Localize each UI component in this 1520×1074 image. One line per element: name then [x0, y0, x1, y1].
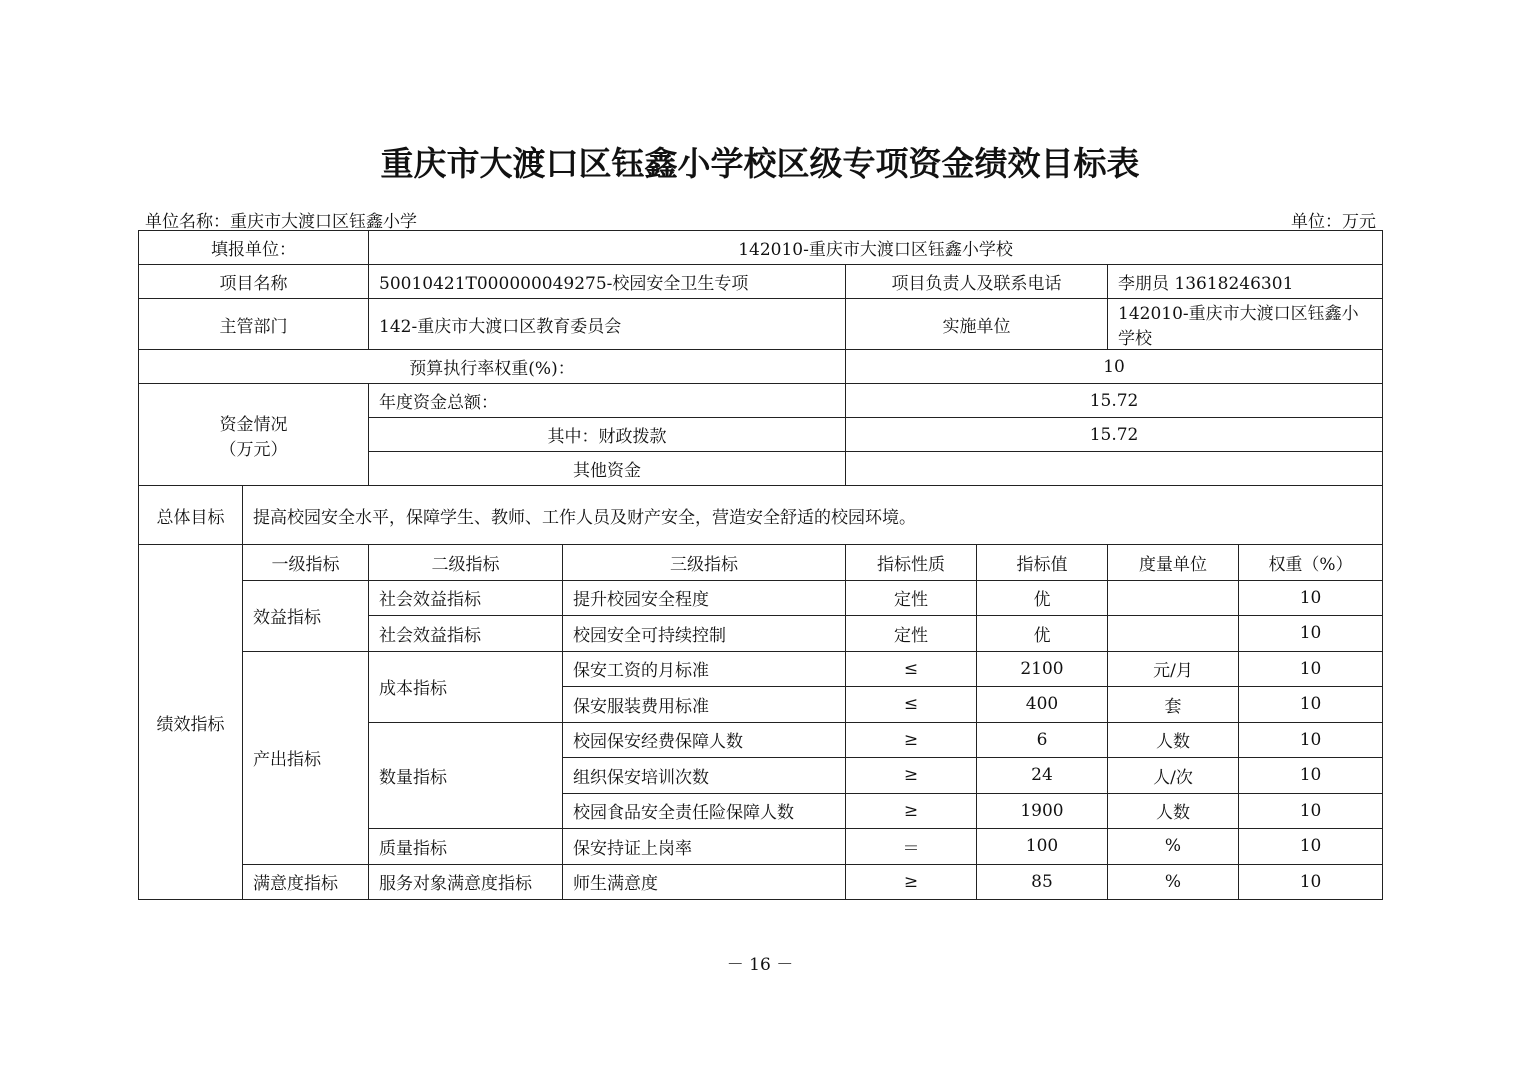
document-title: 重庆市大渡口区钰鑫小学校区级专项资金绩效目标表 — [380, 144, 1140, 183]
weight-cell: 10 — [1239, 722, 1383, 758]
header-nature: 指标性质 — [846, 545, 977, 581]
funds-fiscal-label: 其中：财政拨款 — [369, 418, 846, 452]
table-row — [139, 580, 1383, 616]
weight-cell: 10 — [1239, 829, 1383, 865]
goal-label: 总体目标 — [139, 486, 243, 545]
funds-fiscal-value: 15.72 — [846, 418, 1383, 452]
nature-cell: 定性 — [846, 616, 977, 652]
funds-label — [139, 384, 369, 486]
nature-cell: 定性 — [846, 580, 977, 616]
contact-value: 李朋员 13618246301 — [1108, 265, 1383, 299]
level3-cell: 提升校园安全程度 — [563, 580, 846, 616]
weight-cell: 10 — [1239, 687, 1383, 723]
table-row — [139, 651, 1383, 687]
level1-satisfaction: 满意度指标 — [243, 864, 369, 900]
unit-cell: 人数 — [1108, 722, 1239, 758]
row-budget-rate — [139, 350, 1383, 384]
nature-cell: ≥ — [846, 758, 977, 794]
row-project-name — [139, 265, 1383, 299]
row-report-unit — [139, 231, 1383, 265]
unit-cell: 元/月 — [1108, 651, 1239, 687]
level3-cell: 保安工资的月标准 — [563, 651, 846, 687]
level2-cost: 成本指标 — [369, 651, 563, 722]
nature-cell: ≥ — [846, 722, 977, 758]
funds-total-value: 15.72 — [846, 384, 1383, 418]
impl-value: 142010-重庆市大渡口区钰鑫小学校 — [1108, 299, 1383, 350]
performance-table — [138, 230, 1383, 900]
level2-cell: 社会效益指标 — [369, 580, 563, 616]
level3-cell: 保安持证上岗率 — [563, 829, 846, 865]
value-cell: 85 — [977, 864, 1108, 900]
budget-rate-value: 10 — [846, 350, 1383, 384]
table-row — [139, 864, 1383, 900]
unit-cell: % — [1108, 829, 1239, 865]
header-unit: 度量单位 — [1108, 545, 1239, 581]
weight-cell: 10 — [1239, 580, 1383, 616]
header-level2: 二级指标 — [369, 545, 563, 581]
unit-cell: 套 — [1108, 687, 1239, 723]
funds-label-line2: （万元） — [219, 439, 288, 460]
header-level3: 三级指标 — [563, 545, 846, 581]
nature-cell: ≤ — [846, 651, 977, 687]
weight-cell: 10 — [1239, 758, 1383, 794]
value-cell: 100 — [977, 829, 1108, 865]
level3-cell: 校园食品安全责任险保障人数 — [563, 793, 846, 829]
level3-cell: 校园安全可持续控制 — [563, 616, 846, 652]
nature-cell: ≥ — [846, 793, 977, 829]
weight-cell: 10 — [1239, 651, 1383, 687]
value-cell: 400 — [977, 687, 1108, 723]
value-cell: 优 — [977, 580, 1108, 616]
dept-label: 主管部门 — [139, 299, 369, 350]
goal-text: 提高校园安全水平，保障学生、教师、工作人员及财产安全，营造安全舒适的校园环境。 — [243, 486, 1383, 545]
level2-quality: 质量指标 — [369, 829, 563, 865]
report-unit-label: 填报单位： — [139, 231, 369, 265]
unit-cell: % — [1108, 864, 1239, 900]
funds-total-label: 年度资金总额： — [369, 384, 846, 418]
funds-other-value — [846, 452, 1383, 486]
unit-cell: 人数 — [1108, 793, 1239, 829]
dept-value: 142-重庆市大渡口区教育委员会 — [369, 299, 846, 350]
level2-quantity: 数量指标 — [369, 722, 563, 829]
weight-cell: 10 — [1239, 793, 1383, 829]
level3-cell: 保安服装费用标准 — [563, 687, 846, 723]
header-weight: 权重（%） — [1239, 545, 1383, 581]
weight-cell: 10 — [1239, 864, 1383, 900]
value-cell: 优 — [977, 616, 1108, 652]
unit-cell — [1108, 616, 1239, 652]
value-cell: 6 — [977, 722, 1108, 758]
level2-service-satisfaction: 服务对象满意度指标 — [369, 864, 563, 900]
row-overall-goal — [139, 486, 1383, 545]
unit-measure: 单位：万元 — [1291, 212, 1376, 232]
level1-benefit: 效益指标 — [243, 580, 369, 651]
budget-rate-label: 预算执行率权重(%)： — [139, 350, 846, 384]
header-value: 指标值 — [977, 545, 1108, 581]
row-funds-total — [139, 384, 1383, 418]
unit-cell: 人/次 — [1108, 758, 1239, 794]
level2-cell: 社会效益指标 — [369, 616, 563, 652]
contact-label: 项目负责人及联系电话 — [846, 265, 1108, 299]
unit-cell — [1108, 580, 1239, 616]
indicator-header-row — [139, 545, 1383, 581]
unit-name: 单位名称：重庆市大渡口区钰鑫小学 — [145, 212, 417, 232]
value-cell: 24 — [977, 758, 1108, 794]
nature-cell: ＝ — [846, 829, 977, 865]
impl-label: 实施单位 — [846, 299, 1108, 350]
row-department — [139, 299, 1383, 350]
level3-cell: 组织保安培训次数 — [563, 758, 846, 794]
nature-cell: ≤ — [846, 687, 977, 723]
value-cell: 2100 — [977, 651, 1108, 687]
value-cell: 1900 — [977, 793, 1108, 829]
project-name-value: 50010421T000000049275-校园安全卫生专项 — [369, 265, 846, 299]
weight-cell: 10 — [1239, 616, 1383, 652]
level3-cell: 师生满意度 — [563, 864, 846, 900]
indicators-section-label: 绩效指标 — [139, 545, 243, 900]
page-number: － 16 － — [726, 955, 794, 975]
level1-output: 产出指标 — [243, 651, 369, 864]
nature-cell: ≥ — [846, 864, 977, 900]
funds-label-line1: 资金情况 — [219, 414, 288, 435]
header-level1: 一级指标 — [243, 545, 369, 581]
project-name-label: 项目名称 — [139, 265, 369, 299]
level3-cell: 校园保安经费保障人数 — [563, 722, 846, 758]
report-unit-value: 142010-重庆市大渡口区钰鑫小学校 — [369, 231, 1383, 265]
funds-other-label: 其他资金 — [369, 452, 846, 486]
